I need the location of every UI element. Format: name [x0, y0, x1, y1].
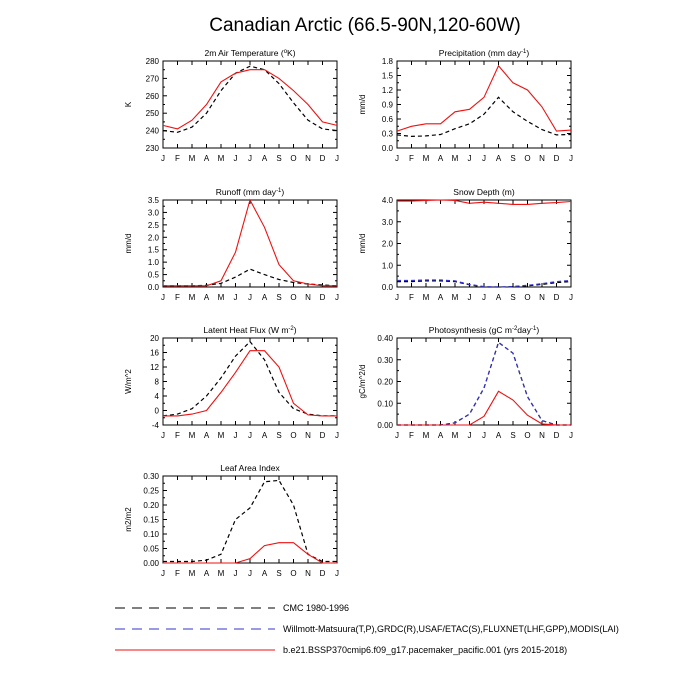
x-tick-label: J [335, 293, 339, 302]
x-tick-label: S [276, 293, 282, 302]
x-tick-label: M [217, 293, 225, 302]
x-tick-label: J [233, 569, 238, 578]
x-tick-label: M [188, 154, 196, 163]
x-tick-label: A [203, 154, 210, 163]
y-axis-label: mm/d [124, 233, 133, 254]
series-line-cmc [163, 480, 337, 561]
panel-title: Snow Depth (m) [453, 187, 515, 197]
panel-2 [358, 48, 573, 163]
x-tick-label: F [409, 431, 414, 440]
panel-3 [124, 187, 339, 302]
x-tick-label: A [495, 293, 502, 302]
x-tick-label: F [175, 293, 180, 302]
y-tick-label: 4 [154, 392, 159, 401]
x-tick-label: J [569, 154, 573, 163]
x-tick-label: M [451, 293, 459, 302]
x-tick-label: S [510, 154, 516, 163]
panels-group [124, 48, 573, 578]
plot-frame [397, 338, 571, 425]
y-tick-label: 8 [154, 377, 159, 387]
x-tick-label: J [233, 293, 238, 302]
x-tick-label: N [305, 154, 311, 163]
x-tick-label: J [395, 293, 399, 302]
y-tick-label: 1.8 [381, 57, 393, 66]
x-tick-label: J [482, 431, 486, 440]
y-tick-label: 0.5 [147, 270, 159, 280]
y-tick-label: 0.10 [143, 530, 159, 539]
y-tick-label: 12 [150, 363, 159, 372]
panel-1 [124, 48, 339, 163]
series-line-cmc [163, 342, 337, 416]
legend-label-cmc: CMC 1980-1996 [283, 603, 350, 613]
x-tick-label: O [524, 431, 531, 440]
x-tick-label: O [524, 293, 531, 302]
plot-frame [163, 476, 337, 563]
y-tick-label: 3.0 [147, 208, 159, 218]
x-tick-label: A [437, 154, 444, 163]
x-tick-label: J [248, 293, 252, 302]
legend [115, 603, 619, 655]
x-tick-label: M [188, 293, 196, 302]
y-tick-label: 2.0 [381, 239, 393, 249]
x-tick-label: O [524, 154, 531, 163]
y-tick-label: 0.0 [147, 283, 159, 292]
legend-label-model: b.e21.BSSP370cmip6.f09_g17.pacemaker_pacific.001 (yrs 2015-2018) [283, 645, 568, 655]
y-tick-label: 0.25 [143, 486, 159, 496]
x-tick-label: J [335, 569, 339, 578]
y-tick-label: 0.00 [377, 421, 393, 430]
x-tick-label: O [290, 569, 297, 578]
x-tick-label: M [451, 154, 459, 163]
x-tick-label: J [161, 293, 165, 302]
x-tick-label: A [261, 569, 268, 578]
x-tick-label: J [248, 154, 252, 163]
y-tick-label: 280 [145, 57, 159, 66]
panel-4 [358, 187, 573, 302]
x-tick-label: J [467, 431, 472, 440]
y-tick-label: 0.6 [381, 115, 393, 124]
y-tick-label: 0.15 [143, 515, 159, 525]
y-tick-label: 0.40 [377, 334, 393, 343]
x-tick-label: A [261, 154, 268, 163]
y-tick-label: 0.30 [143, 472, 159, 481]
y-tick-label: 0.3 [381, 129, 393, 139]
x-tick-label: J [248, 431, 252, 440]
x-tick-label: N [539, 154, 545, 163]
y-tick-label: 1.2 [381, 86, 393, 95]
y-tick-label: 1.5 [147, 245, 159, 255]
x-tick-label: J [395, 154, 399, 163]
x-tick-label: F [409, 293, 414, 302]
x-tick-label: J [467, 293, 472, 302]
y-tick-label: 0.20 [143, 501, 159, 510]
panel-title: Photosynthesis (gC $m^{-2}day^{-1}$) [428, 325, 540, 335]
x-tick-label: M [422, 293, 430, 302]
x-tick-label: O [290, 154, 297, 163]
y-tick-label: 16 [150, 348, 159, 358]
x-tick-label: J [248, 569, 252, 578]
x-tick-label: D [553, 154, 560, 163]
x-tick-label: A [261, 431, 268, 440]
x-tick-label: A [495, 431, 502, 440]
x-tick-label: F [175, 569, 180, 578]
x-tick-label: J [233, 431, 238, 440]
y-tick-label: 0.0 [381, 283, 393, 292]
series-line-model [397, 391, 571, 425]
x-tick-label: A [437, 293, 444, 302]
x-tick-label: D [319, 293, 326, 302]
y-tick-label: 3.0 [381, 217, 393, 227]
x-tick-label: A [495, 154, 502, 163]
y-axis-label: W/m^2 [124, 369, 133, 394]
series-line-cmc [397, 97, 571, 136]
series-line-model [163, 351, 337, 416]
x-tick-label: N [539, 293, 545, 302]
y-axis-label: gC/m^2/d [358, 364, 367, 399]
y-tick-label: 2.0 [147, 233, 159, 243]
x-tick-label: N [305, 569, 311, 578]
x-tick-label: N [539, 431, 545, 440]
x-tick-label: N [305, 293, 311, 302]
x-tick-label: J [335, 431, 339, 440]
panel-title: Runoff (mm day$^{-1}$) [215, 187, 285, 197]
x-tick-label: J [482, 293, 486, 302]
y-tick-label: 1.0 [147, 258, 159, 268]
y-tick-label: 3.5 [147, 196, 159, 205]
x-tick-label: J [569, 293, 573, 302]
x-tick-label: D [553, 431, 560, 440]
y-tick-label: 1.5 [381, 71, 393, 81]
x-tick-label: F [409, 154, 414, 163]
x-tick-label: M [217, 154, 225, 163]
x-tick-label: A [203, 569, 210, 578]
y-tick-label: -4 [151, 421, 159, 430]
x-tick-label: M [422, 431, 430, 440]
x-tick-label: S [510, 431, 516, 440]
x-tick-label: D [319, 431, 326, 440]
x-tick-label: A [203, 431, 210, 440]
figure-title: Canadian Arctic (66.5-90N,120-60W) [209, 15, 521, 36]
x-tick-label: F [175, 431, 180, 440]
y-tick-label: 0.05 [143, 544, 159, 554]
x-tick-label: F [175, 154, 180, 163]
x-tick-label: M [422, 154, 430, 163]
plot-frame [163, 61, 337, 148]
x-tick-label: M [217, 431, 225, 440]
y-axis-label: mm/d [358, 233, 367, 254]
x-tick-label: A [437, 431, 444, 440]
x-tick-label: J [395, 431, 399, 440]
x-tick-label: J [161, 154, 165, 163]
panel-title: Latent Heat Flux (W $m^{-2}$) [203, 325, 297, 335]
series-line-model [163, 200, 337, 286]
y-tick-label: 240 [145, 126, 159, 136]
y-tick-label: 250 [145, 109, 159, 119]
x-tick-label: D [553, 293, 560, 302]
x-tick-label: J [482, 154, 486, 163]
plot-frame [397, 61, 571, 148]
x-tick-label: M [188, 569, 196, 578]
x-tick-label: J [161, 569, 165, 578]
y-axis-label: mm/d [358, 94, 367, 115]
legend-label-obs: Willmott-Matsuura(T,P),GRDC(R),USAF/ETAC(S),FLUXNET(LHF,GPP),MODIS(LAI) [283, 624, 619, 634]
x-tick-label: D [319, 569, 326, 578]
y-axis-label: m2/m2 [124, 507, 133, 532]
x-tick-label: S [276, 569, 282, 578]
panel-title: 2m Air Temperature ($^o$K) [204, 48, 296, 58]
y-tick-label: 260 [145, 91, 159, 101]
y-axis-label: K [124, 101, 133, 108]
x-tick-label: O [290, 431, 297, 440]
panel-7 [124, 463, 339, 578]
y-tick-label: 230 [145, 144, 159, 153]
series-line-obs [397, 342, 571, 425]
x-tick-label: M [451, 431, 459, 440]
y-tick-label: 0.9 [381, 100, 393, 110]
y-tick-label: 270 [145, 74, 159, 84]
panel-6 [358, 325, 573, 440]
y-tick-label: 0.10 [377, 399, 393, 409]
y-tick-label: 0.00 [143, 559, 159, 568]
x-tick-label: J [233, 154, 238, 163]
x-tick-label: J [569, 431, 573, 440]
x-tick-label: A [203, 293, 210, 302]
panel-5 [124, 325, 339, 440]
panel-title: Leaf Area Index [220, 463, 280, 473]
y-tick-label: 0 [154, 406, 159, 416]
x-tick-label: D [319, 154, 326, 163]
x-tick-label: M [217, 569, 225, 578]
x-tick-label: M [188, 431, 196, 440]
x-tick-label: S [276, 431, 282, 440]
series-line-cmc [397, 342, 571, 425]
y-tick-label: 2.5 [147, 220, 159, 230]
y-tick-label: 4.0 [381, 196, 393, 205]
x-tick-label: S [276, 154, 282, 163]
plot-frame [163, 200, 337, 287]
y-tick-label: 0.20 [377, 377, 393, 387]
x-tick-label: J [335, 154, 339, 163]
plot-frame [397, 200, 571, 287]
y-tick-label: 1.0 [381, 261, 393, 271]
series-line-model [397, 66, 571, 131]
series-line-model [163, 70, 337, 129]
x-tick-label: N [305, 431, 311, 440]
panel-title: Precipitation (mm day$^{-1}$) [438, 48, 530, 58]
x-tick-label: S [510, 293, 516, 302]
x-tick-label: J [161, 431, 165, 440]
y-tick-label: 0.0 [381, 144, 393, 153]
y-tick-label: 0.30 [377, 355, 393, 365]
y-tick-label: 20 [150, 334, 159, 343]
x-tick-label: J [467, 154, 472, 163]
x-tick-label: O [290, 293, 297, 302]
x-tick-label: A [261, 293, 268, 302]
